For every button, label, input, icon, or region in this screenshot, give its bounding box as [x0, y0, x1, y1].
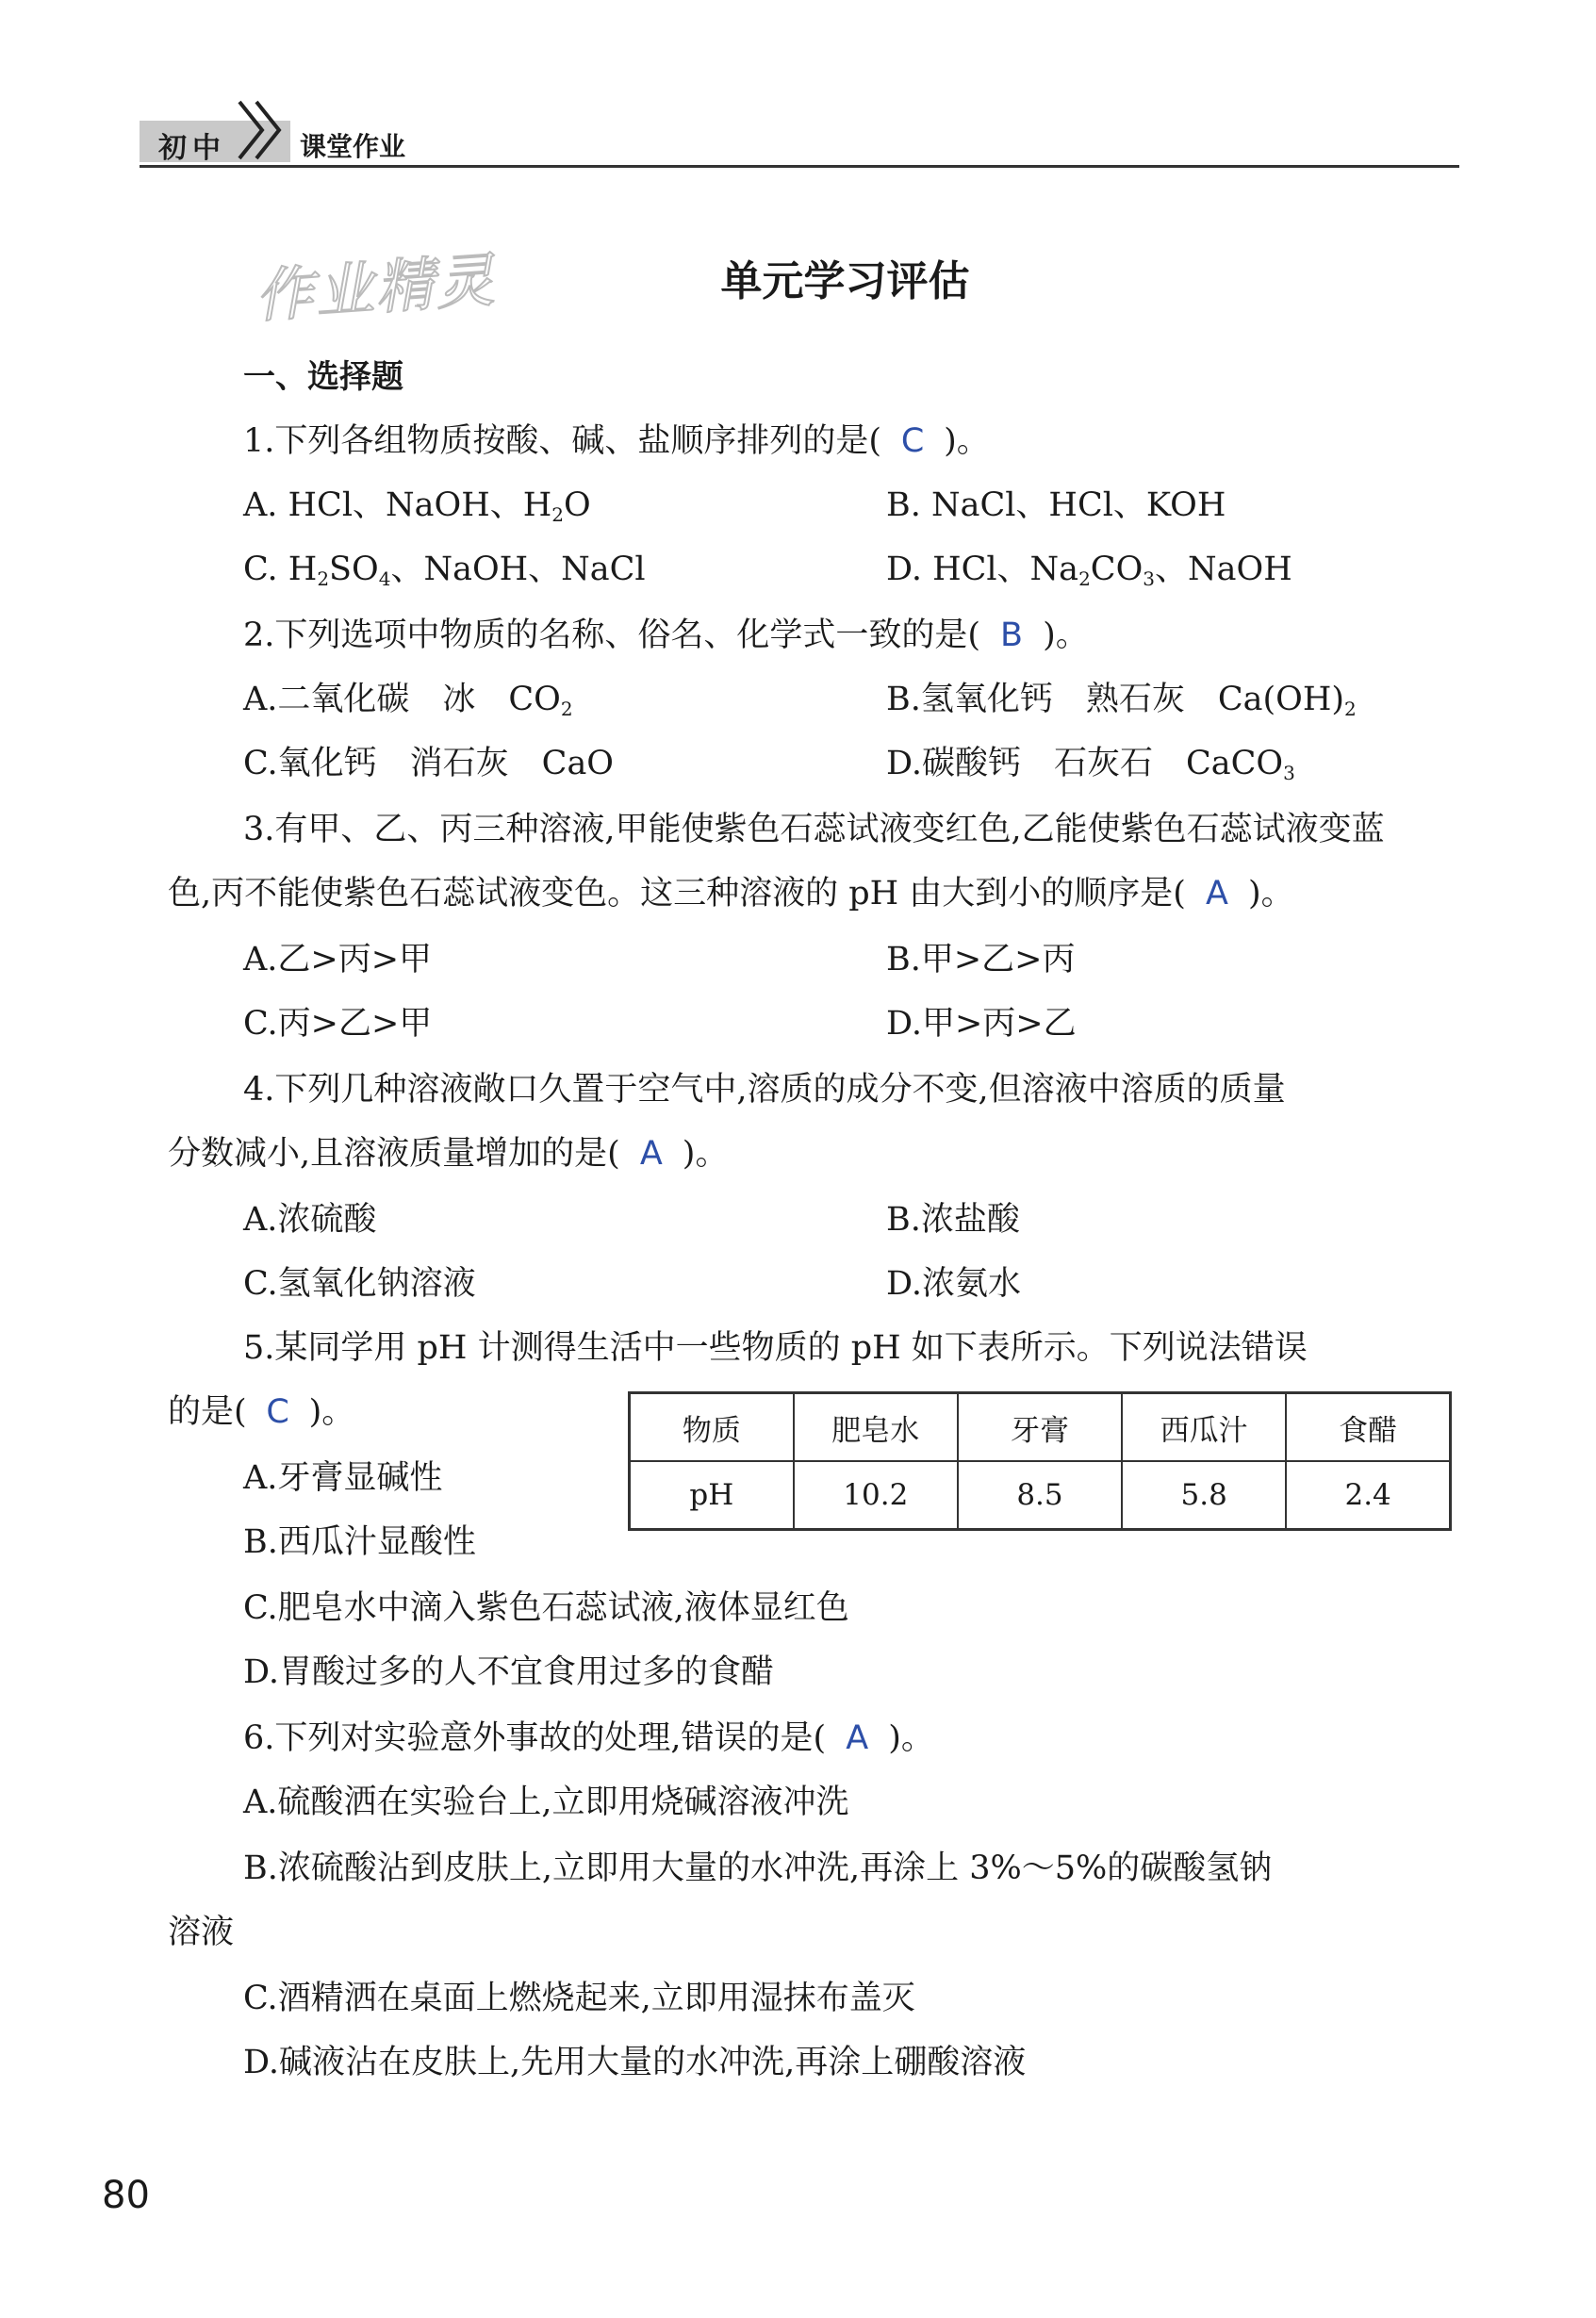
table-cell: 5.8: [1122, 1461, 1286, 1530]
q3-option-d: D.甲>丙>乙: [886, 1005, 1077, 1043]
table-cell: pH: [630, 1461, 794, 1530]
q1-answer: C: [900, 422, 925, 460]
q3-option-b: B.甲>乙>丙: [886, 941, 1076, 978]
q6-option-a: A.硫酸洒在实验台上,立即用烧碱溶液冲洗: [243, 1784, 849, 1821]
q1-option-b: B. NaCl、HCl、KOH: [886, 486, 1226, 524]
q6-option-b-line2: 溶液: [168, 1914, 235, 1951]
q2-option-a: A.二氧化碳 冰 $CO_2$: [243, 681, 573, 720]
table-header-row: [630, 1393, 1451, 1462]
q5-option-c: C.肥皂水中滴入紫色石蕊试液,液体显红色: [243, 1589, 849, 1627]
section-title: 一、选择题: [243, 358, 403, 396]
q3-option-a: A.乙>丙>甲: [243, 941, 433, 978]
q4-stem-line1: 4.下列几种溶液敞口久置于空气中,溶质的成分不变,但溶液中溶质的质量: [243, 1071, 1286, 1109]
q5-option-b: B.西瓜汁显酸性: [243, 1523, 476, 1561]
header-level: 初中: [158, 132, 226, 165]
table-cell: 10.2: [794, 1461, 958, 1530]
q1-stem: 1.下列各组物质按酸、碱、盐顺序排列的是( C )。: [243, 419, 990, 464]
header-series: 课堂作业: [300, 131, 406, 162]
q2-stem: 2.下列选项中物质的名称、俗名、化学式一致的是( B )。: [243, 613, 1089, 658]
q6-answer: A: [846, 1719, 869, 1757]
q6-option-b-line1: B.浓硫酸沾到皮肤上,立即用大量的水冲洗,再涂上 3%～5%的碳酸氢钠: [243, 1849, 1273, 1887]
q2-option-c: C.氧化钙 消石灰 CaO: [243, 745, 614, 782]
q6-option-d: D.碱液沾在皮肤上,先用大量的水冲洗,再涂上硼酸溶液: [243, 2044, 1027, 2081]
table-cell: 2.4: [1286, 1461, 1450, 1530]
q5-stem-line2: 的是( C )。: [168, 1389, 354, 1435]
q2-option-b: B.氢氧化钙 熟石灰 $Ca(OH)_2$: [886, 681, 1357, 720]
q4-option-c: C.氢氧化钠溶液: [243, 1265, 476, 1303]
q4-stem-line2: 分数减小,且溶液质量增加的是( A )。: [168, 1131, 728, 1176]
q1-option-d: D. HCl、$Na_2CO_3$、NaOH: [886, 551, 1292, 590]
table-cell: 牙膏: [958, 1393, 1122, 1462]
q2-option-d: D.碳酸钙 石灰石 CaCO$_3$: [886, 745, 1295, 784]
chevron-right-icon: [234, 94, 290, 164]
q4-option-b: B.浓盐酸: [886, 1201, 1020, 1239]
table-cell: 8.5: [958, 1461, 1122, 1530]
table-cell: 食醋: [1286, 1393, 1450, 1462]
q3-stem-line1: 3.有甲、乙、丙三种溶液,甲能使紫色石蕊试液变红色,乙能使紫色石蕊试液变蓝: [243, 811, 1385, 848]
q3-option-c: C.丙>乙>甲: [243, 1005, 433, 1043]
q4-option-a: A.浓硫酸: [243, 1201, 377, 1239]
q3-stem-line2: 色,丙不能使紫色石蕊试液变色。这三种溶液的 pH 由大到小的顺序是( A )。: [168, 871, 1294, 916]
q1-option-a: A. HCl、NaOH、$H_2O$: [243, 486, 591, 526]
q1-option-c: C. $H_2SO_4$、NaOH、NaCl: [243, 551, 646, 590]
q5-option-d: D.胃酸过多的人不宜食用过多的食醋: [243, 1653, 774, 1691]
table-row: [630, 1461, 1451, 1530]
watermark: 作业精灵: [253, 245, 499, 331]
table-cell: 物质: [630, 1393, 794, 1462]
q6-stem: 6.下列对实验意外事故的处理,错误的是( A )。: [243, 1716, 934, 1761]
ph-table: [628, 1391, 1452, 1531]
q5-answer: C: [266, 1393, 289, 1431]
q2-answer: B: [1000, 616, 1024, 654]
header-divider: [140, 165, 1459, 168]
page-title: 单元学习评估: [720, 257, 970, 305]
q5-option-a: A.牙膏显碱性: [243, 1459, 443, 1497]
table-cell: 西瓜汁: [1122, 1393, 1286, 1462]
q4-answer: A: [639, 1135, 663, 1173]
table-cell: 肥皂水: [794, 1393, 958, 1462]
q6-option-c: C.酒精洒在桌面上燃烧起来,立即用湿抹布盖灭: [243, 1980, 915, 2017]
q3-answer: A: [1205, 875, 1228, 912]
q5-stem-line1: 5.某同学用 pH 计测得生活中一些物质的 pH 如下表所示。下列说法错误: [243, 1329, 1308, 1367]
q4-option-d: D.浓氨水: [886, 1265, 1021, 1303]
page-number: 80: [102, 2174, 150, 2217]
